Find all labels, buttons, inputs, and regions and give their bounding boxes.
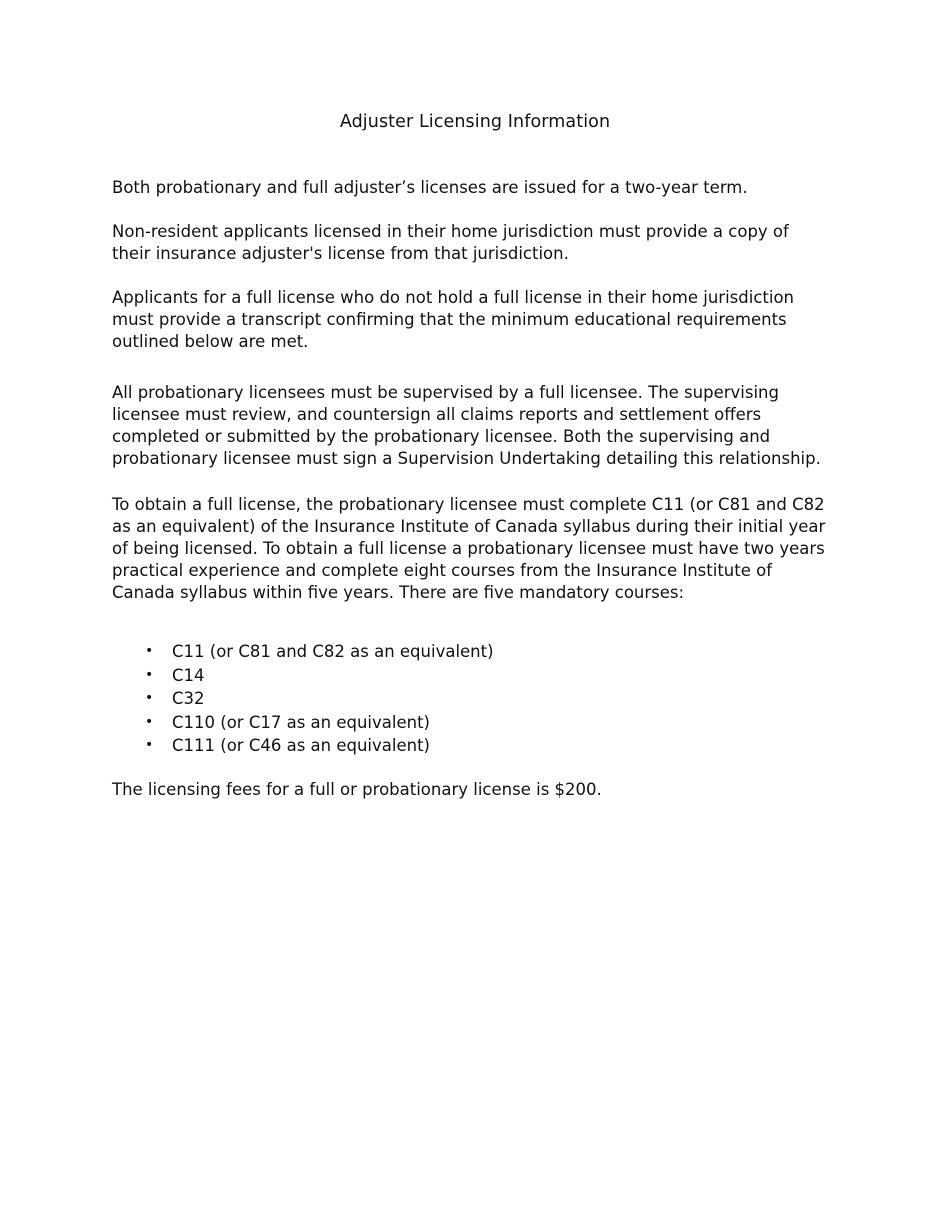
list-item [112, 664, 494, 688]
course-label: C11 (or C81 and C82 as an equivalent) [172, 642, 494, 661]
paragraph-license-term: Both probationary and full adjuster’s licenses are issued for a two-year term. [112, 178, 748, 197]
bullet-icon: • [145, 737, 154, 753]
course-label: C32 [172, 689, 205, 708]
list-item [112, 734, 494, 758]
course-label: C14 [172, 665, 205, 685]
course-label: C110 (or C17 as an equivalent) [172, 712, 430, 732]
paragraph-non-resident: Non-resident applicants licensed in their home jurisdiction must provide a copy of their insurance adjuster's license from that jurisdiction. [112, 222, 789, 263]
bullet-icon: • [145, 666, 154, 683]
list-item [112, 640, 494, 664]
paragraph-full-license-requirements: To obtain a full license, the probationary licensee must complete C11 (or C81 and C82 as an equivalent) of the Insurance Institute of Canada syllabus during their initial year of being licensed. To obtain a full license a probationary licensee must have two years practical experience and complete eight courses from the Insurance Institute of Canada syllabus within five years. There are five mandatory courses: [112, 495, 826, 602]
course-label: C111 (or C46 as an equivalent) [172, 736, 430, 755]
bullet-icon: • [145, 713, 154, 730]
paragraph-supervision: All probationary licensees must be supervised by a full licensee. The supervising licensee must review, and countersign all claims reports and settlement offers completed or submitted by the probationary licensee. Both the supervising and probationary licensee must sign a Supervision Undertaking detailing this relationship. [112, 383, 821, 468]
list-item [112, 711, 494, 735]
list-item [112, 687, 494, 711]
paragraph-full-license-applicants: Applicants for a full license who do not hold a full license in their home jurisdiction must provide a transcript confirming that the minimum educational requirements outlined below are met. [112, 288, 795, 351]
mandatory-courses-list [112, 640, 494, 758]
bullet-icon: • [145, 690, 154, 706]
bullet-icon: • [145, 643, 154, 659]
page-title: Adjuster Licensing Information [339, 112, 611, 132]
paragraph-licensing-fees: The licensing fees for a full or probationary license is $200. [112, 780, 602, 799]
